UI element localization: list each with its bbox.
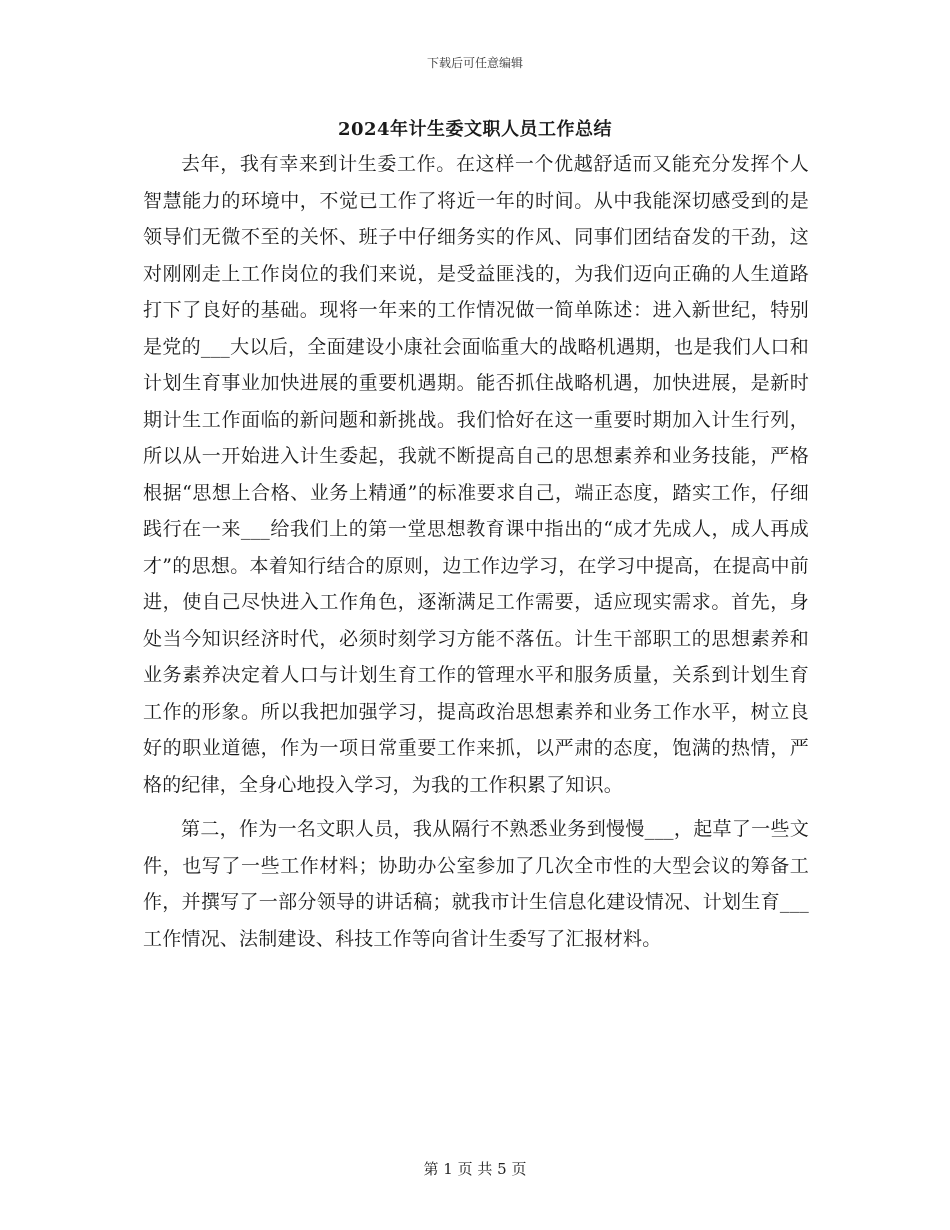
body-paragraph-2: 第二，作为一名文职人员，我从隔行不熟悉业务到慢慢___，起草了一些文件，也写了一些工作材料；协助办公室参加了几次全市性的大型会议的筹备工作，并撰写了一部分领导的讲话稿；就我市计生信息化建设情况、计划生育___工作情况、法制建设、科技工作等向省计生委写了汇报材料。 [143, 818, 809, 950]
document-body [143, 146, 809, 957]
document-title: 2024年计生委文职人员工作总结 [337, 119, 613, 140]
page-number: 第 1 页 共 5 页 [423, 1160, 527, 1178]
page-header-note: 下载后可任意编辑 [426, 56, 523, 70]
body-paragraph-1: 去年，我有幸来到计生委工作。在这样一个优越舒适而又能充分发挥个人智慧能力的环境中，不觉已工作了将近一年的时间。从中我能深切感受到的是领导们无微不至的关怀、班子中仔细务实的作风、同事们团结奋发的干劲，这对刚刚走上工作岗位的我们来说，是受益匪浅的，为我们迈向正确的人生道路打下了良好的基础。现将一年来的工作情况做一简单陈述：进入新世纪，特别是党的___大以后，全面建设小康社会面临重大的战略机遇期，也是我们人口和计划生育事业加快进展的重要机遇期。能否抓住战略机遇，加快进展，是新时期计生工作面临的新问题和新挑战。我们恰好在这一重要时期加入计生行列，所以从一开始进入计生委起，我就不断提高自己的思想素养和业务技能，严格根据“思想上合格、业务上精通”的标准要求自己，端正态度，踏实工作，仔细践行在一来___给我们上的第一堂思想教育课中指出的“成才先成人，成人再成才”的思想。本着知行结合的原则，边工作边学习，在学习中提高，在提高中前进，使自己尽快进入工作角色，逐渐满足工作需要，适应现实需求。首先，身处当今知识经济时代，必须时刻学习方能不落伍。计生干部职工的思想素养和业务素养决定着人口与计划生育工作的管理水平和服务质量，关系到计划生育工作的形象。所以我把加强学习，提高政治思想素养和业务工作水平，树立良好的职业道德，作为一项日常重要工作来抓，以严肃的态度，饱满的热情，严格的纪律，全身心地投入学习，为我的工作积累了知识。 [143, 153, 809, 796]
